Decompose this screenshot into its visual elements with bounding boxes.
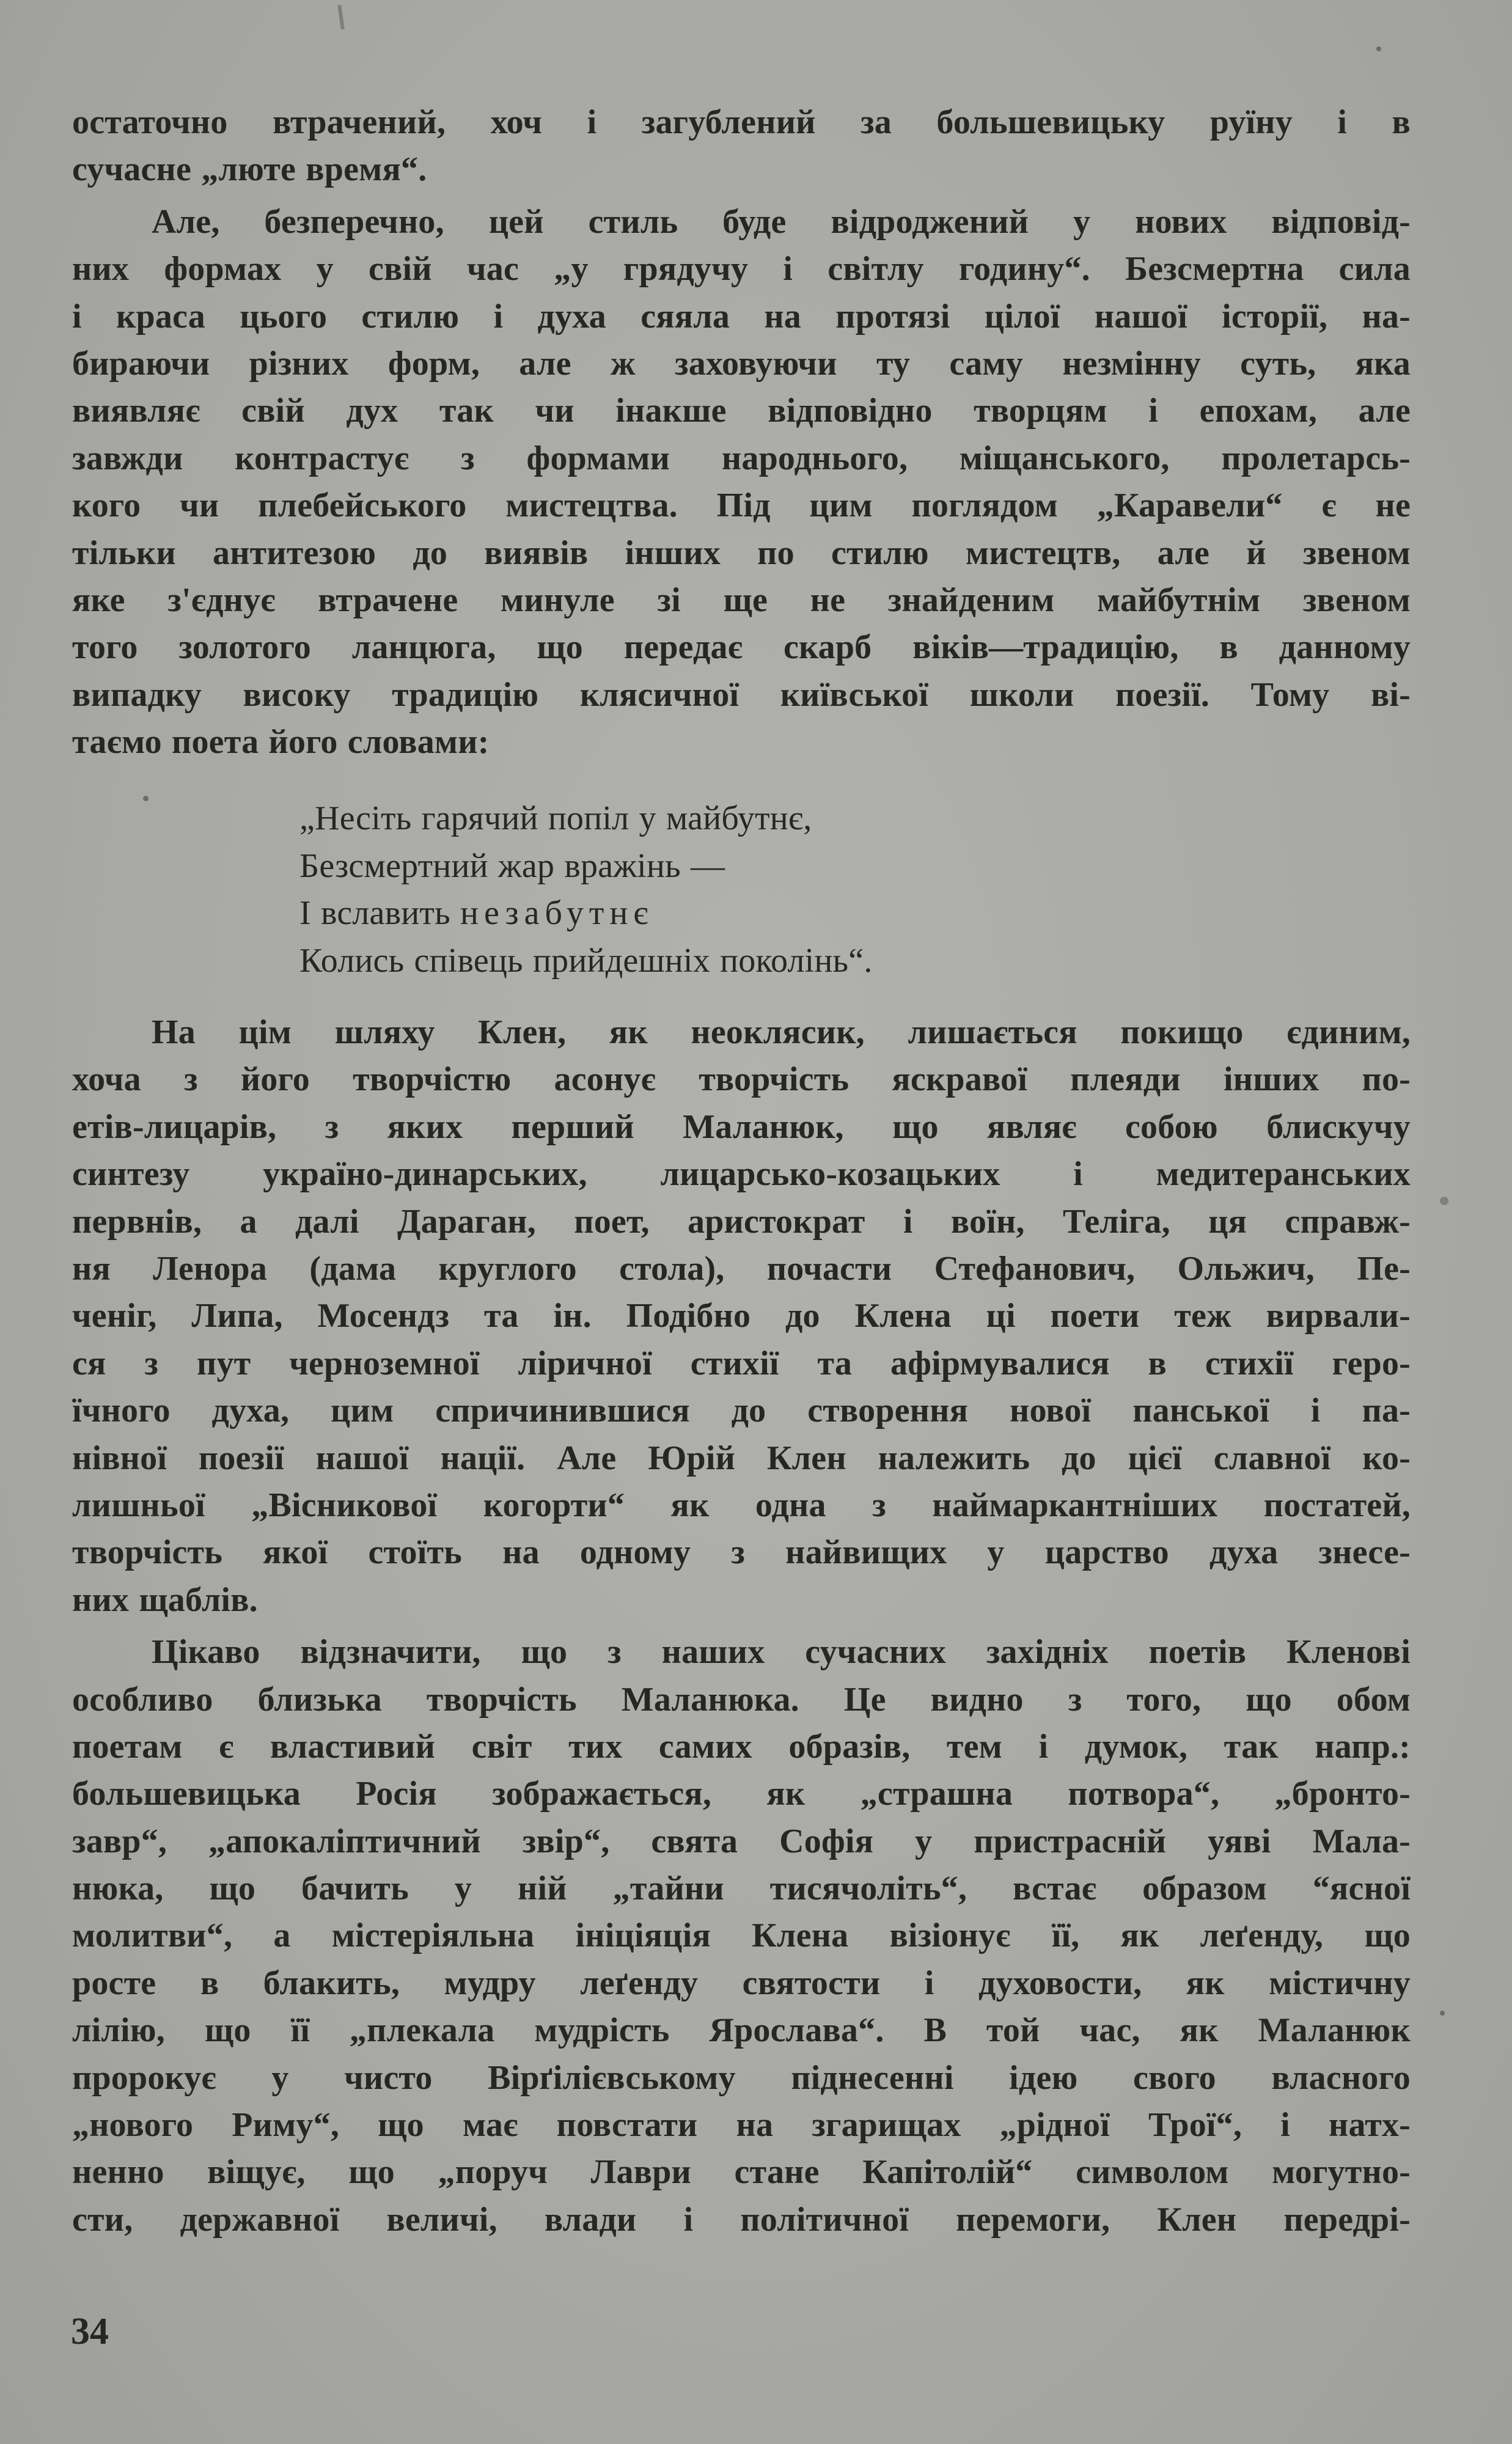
text-line: Але, безперечно, цей стиль буде відроджений у нових відповід-	[152, 202, 1411, 241]
paragraph	[72, 199, 1411, 766]
text-line: лілію, що її „плекала мудрість Ярослава“. В той час, як Маланюк	[72, 2011, 1411, 2050]
text-line: таємо поета його словами:	[72, 723, 490, 761]
page-number: 34	[71, 2311, 109, 2352]
verse-line	[299, 890, 1411, 937]
verse-line-start: І вславить	[299, 894, 461, 933]
ink-speck	[1440, 1197, 1448, 1205]
paragraph	[72, 1009, 1411, 1624]
body-text	[72, 99, 1411, 2244]
text-line: тільки антитезою до виявів інших по стилю мистецтв, але й звеном	[72, 534, 1411, 572]
text-line: сти, державної величі, влади і політичної перемоги, Клен передрі-	[72, 2200, 1411, 2239]
text-line: первнів, а далі Дараган, поет, аристократ і воїн, Теліга, ця справж-	[72, 1202, 1411, 1241]
text-line: виявляє свій дух так чи інакше відповідно творцям і епохам, але	[72, 392, 1411, 430]
text-line: хоча з його творчістю асонує творчість яскравої плеяди інших по-	[72, 1060, 1411, 1099]
text-line: і краса цього стилю і духа сяяла на протязі цілої нашої історії, на-	[72, 297, 1411, 336]
paragraph	[72, 99, 1411, 194]
text-line: кого чи плебейського мистецтва. Під цим поглядом „Каравели“ є не	[72, 486, 1411, 525]
text-line: ня Ленора (дама круглого стола), почасти Стефанович, Ольжич, Пе-	[72, 1249, 1411, 1288]
text-line: їчного духа, цим спричинившися до створення нової панської і па-	[72, 1392, 1411, 1430]
text-line: синтезу україно-динарських, лицарсько-козацьких і медитеранських	[72, 1155, 1411, 1194]
verse-quote	[72, 795, 1411, 985]
text-line: сучасне „люте время“.	[72, 150, 427, 189]
text-line: бираючи різних форм, але ж заховуючи ту саму незмінну суть, яка	[72, 344, 1411, 383]
text-line: ся з пут черноземної ліричної стихії та афірмувалися в стихії геро-	[72, 1344, 1411, 1382]
verse-line: Колись співець прийдешніх поколінь“.	[299, 941, 873, 980]
text-line: того золотого ланцюга, що передає скарб віків—традицію, в данному	[72, 628, 1411, 667]
text-line: творчість якої стоїть на одному з найвищих у царство духа знесе-	[72, 1533, 1411, 1572]
text-line: большевицька Росія зображається, як „страшна потвора“, „бронто-	[72, 1775, 1411, 1813]
paragraph	[72, 1629, 1411, 2244]
verse-line: „Несіть гарячий попіл у майбутнє,	[299, 799, 812, 838]
text-line: випадку високу традицію клясичної київської школи поезії. Тому ві-	[72, 675, 1411, 714]
text-line: особливо близька творчість Маланюка. Це видно з того, що обом	[72, 1680, 1411, 1719]
ink-speck	[1376, 46, 1381, 51]
text-line: ненно віщує, що „поруч Лаври стане Капітолій“ символом могутно-	[72, 2153, 1411, 2192]
spaced-word: незабутнє	[460, 894, 654, 933]
text-line: лишньої „Вісникової когорти“ як одна з наймаркантніших постатей,	[72, 1486, 1411, 1524]
text-line: завжди контрастує з формами народнього, міщанського, пролетарсь-	[72, 439, 1411, 477]
text-line: На цім шляху Клен, як неоклясик, лишається покищо єдиним,	[152, 1013, 1411, 1052]
text-line: яке з'єднує втрачене минуле зі ще не знайденим майбутнім звеном	[72, 581, 1411, 619]
text-line: них щаблів.	[72, 1580, 258, 1619]
text-line: остаточно втрачений, хоч і загублений за большевицьку руїну і в	[72, 103, 1411, 141]
ink-mark	[337, 5, 345, 29]
text-line: поетам є властивий світ тих самих образів, тем і думок, так напр.:	[72, 1727, 1411, 1766]
text-line: молитви“, а містеріяльна ініціяція Клена візіонує її, як леґенду, що	[72, 1917, 1411, 1955]
text-line: „нового Риму“, що має повстати на згарищах „рідної Трої“, і натх-	[72, 2106, 1411, 2145]
text-line: завр“, „апокаліптичний звір“, свята Софія у пристрасній уяві Мала-	[72, 1822, 1411, 1860]
text-line: нюка, що бачить у ній „тайни тисячоліть“, встає образом “ясної	[72, 1870, 1411, 1908]
text-line: Цікаво відзначити, що з наших сучасних західніх поетів Кленові	[152, 1633, 1411, 1672]
text-line: ченіг, Липа, Мосендз та ін. Подібно до Клена ці поети теж вирвали-	[72, 1297, 1411, 1335]
verse-line: Безсмертний жар вражінь —	[299, 846, 725, 885]
text-line: них формах у свій час „у грядучу і світлу годину“. Безсмертна сила	[72, 250, 1411, 288]
ink-speck	[1440, 2011, 1445, 2016]
text-line: етів-лицарів, з яких перший Маланюк, що являє собою блискучу	[72, 1107, 1411, 1146]
text-line: нівної поезії нашої нації. Але Юрій Клен належить до цієї славної ко-	[72, 1439, 1411, 1477]
text-line: пророкує у чисто Вірґілієвському піднесенні ідею свого власного	[72, 2058, 1411, 2097]
text-line: росте в блакить, мудру леґенду святости і духовости, як містичну	[72, 1964, 1411, 2002]
